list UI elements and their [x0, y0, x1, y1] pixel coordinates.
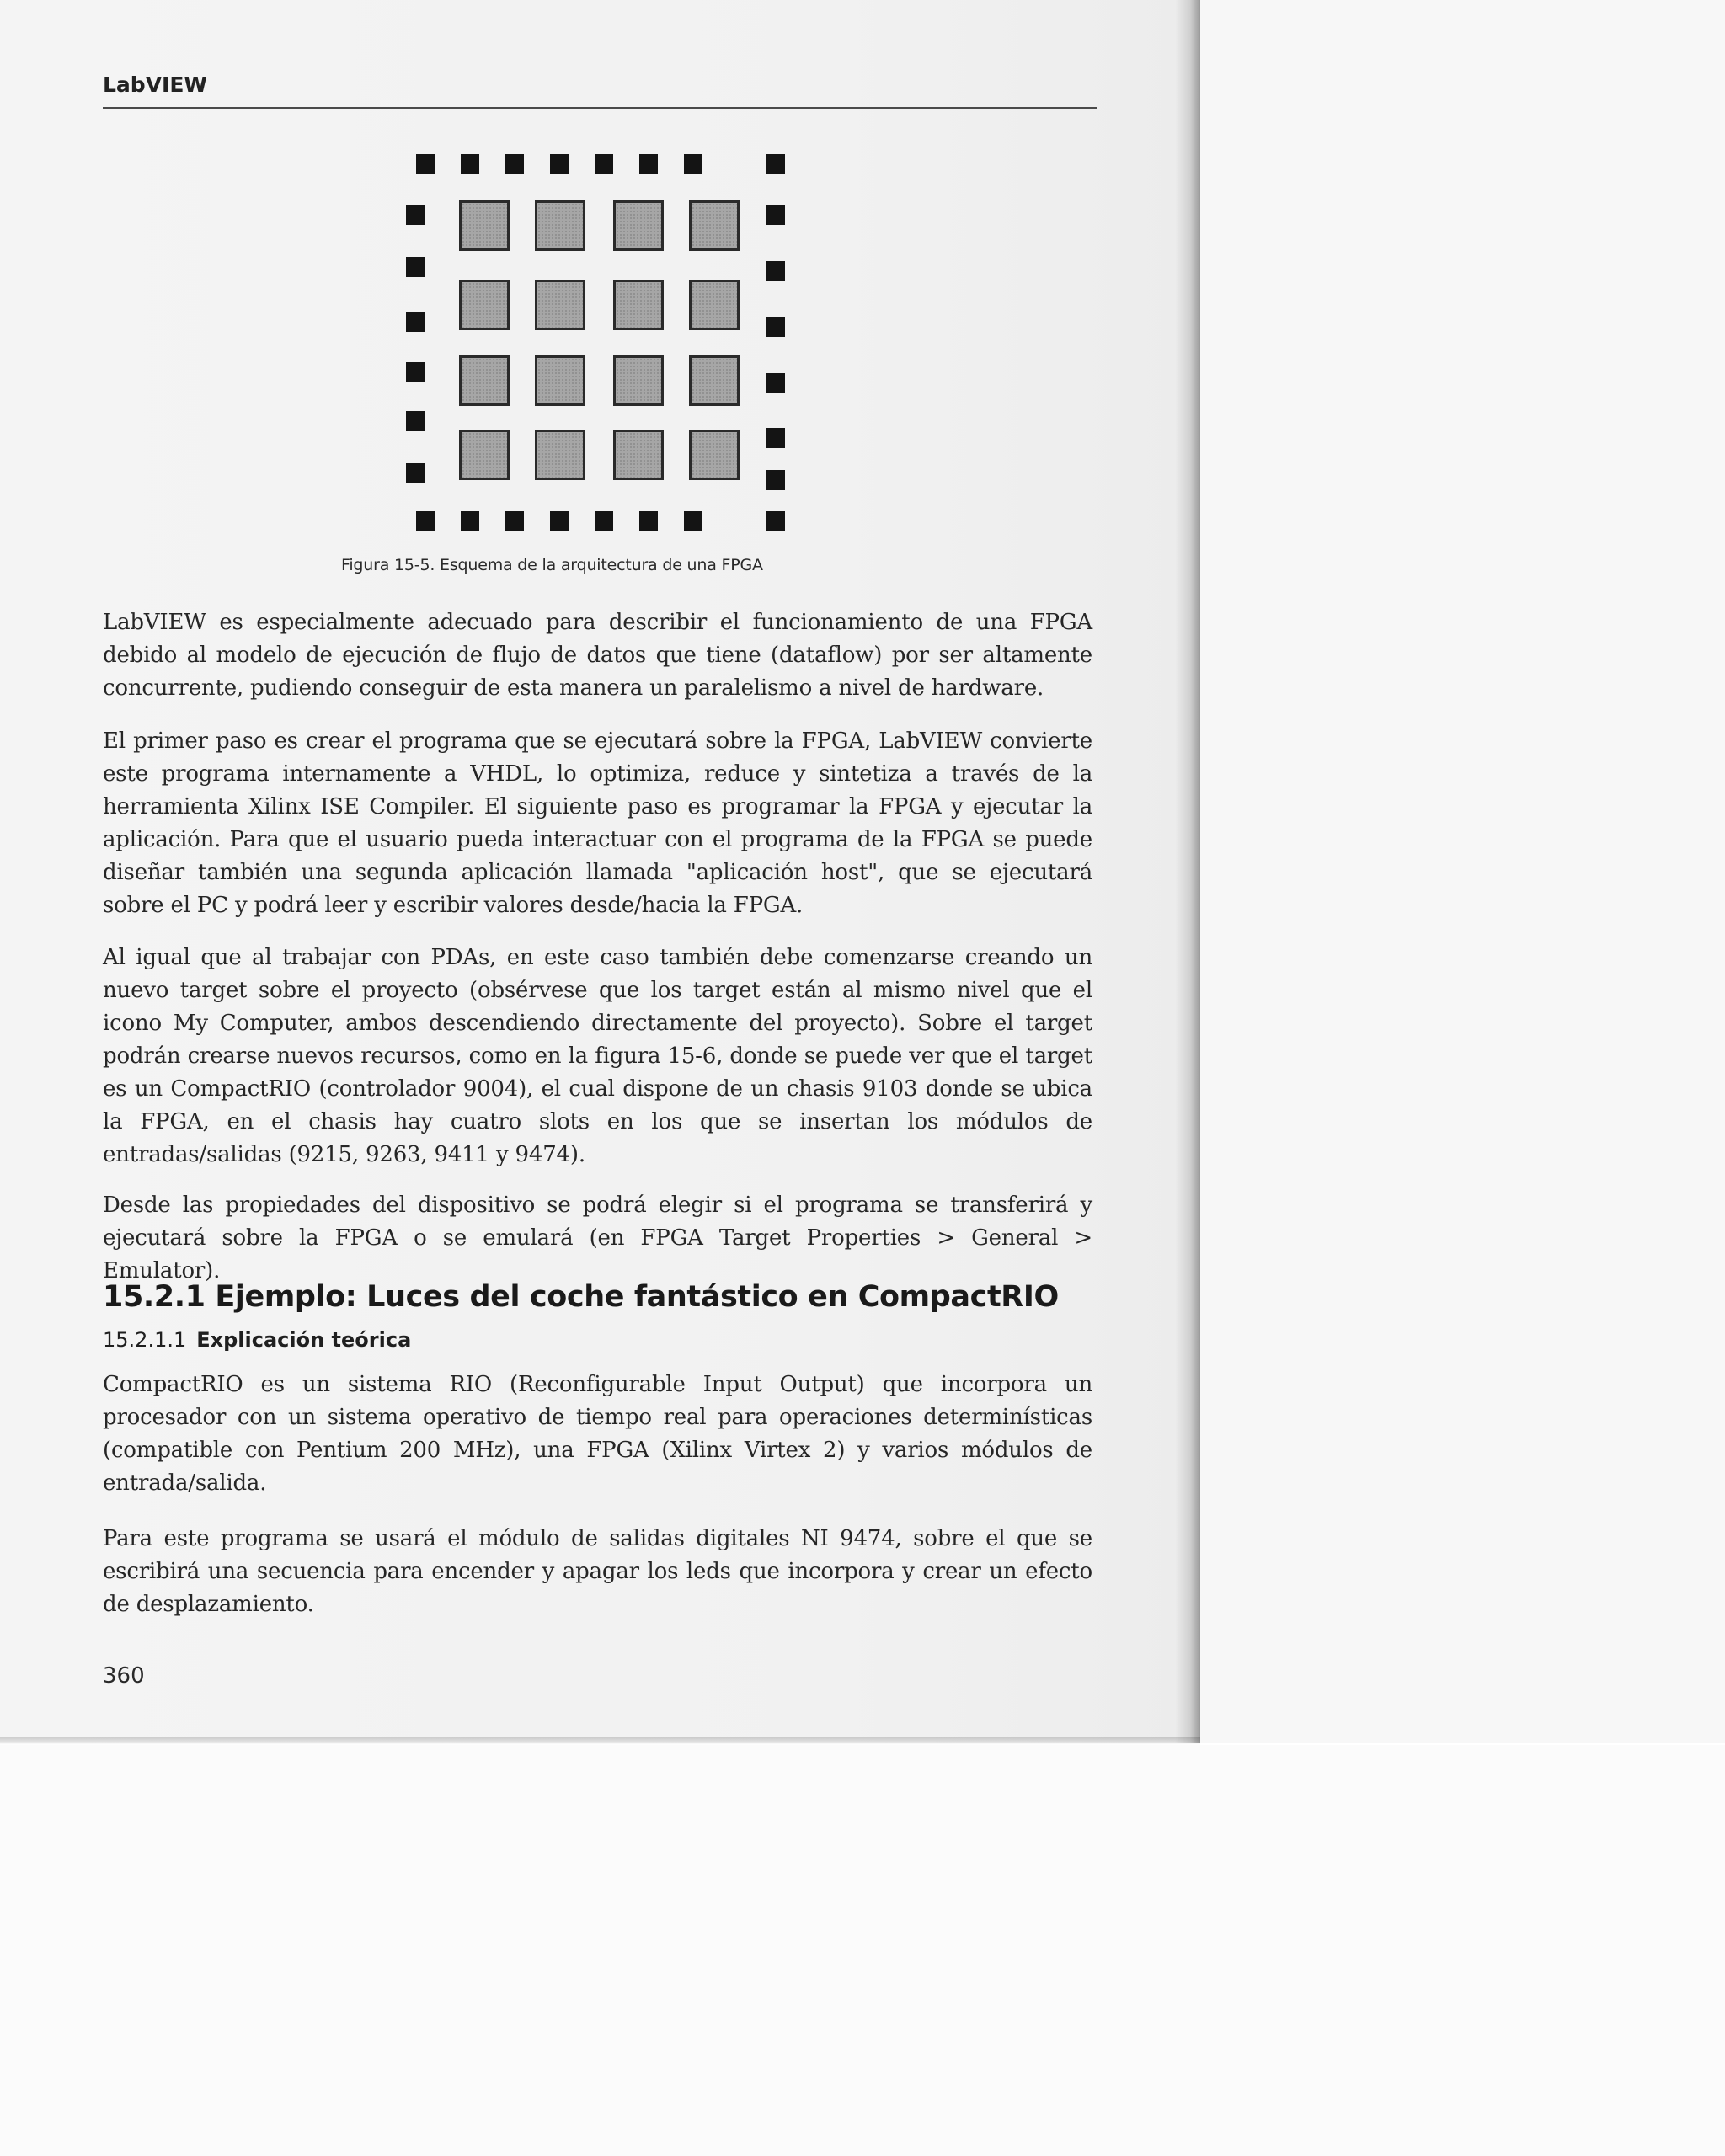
io-block [550, 154, 569, 174]
io-block [505, 154, 524, 174]
io-block [550, 511, 569, 531]
paragraph: Para este programa se usará el módulo de salidas digitales NI 9474, sobre el que se escribirá una secuencia para encender y apagar los leds que incorpora y crear un efecto de desplazamiento. [103, 1526, 1092, 1617]
io-block [406, 312, 425, 332]
logic-block [613, 200, 664, 251]
logic-block [535, 200, 585, 251]
io-block [461, 511, 479, 531]
io-block [406, 257, 425, 277]
io-block [416, 154, 435, 174]
io-block [595, 511, 613, 531]
io-block [684, 511, 702, 531]
subsection-heading [103, 1328, 411, 1352]
paragraph: CompactRIO es un sistema RIO (Reconfigurable Input Output) que incorpora un procesador con un sistema operativo de tiempo real para operaciones determinísticas (compatible con Pentium 200 MHz), una FPGA (Xilinx Virtex 2) y varios módulos de entrada/salida. [103, 1372, 1092, 1496]
io-block [505, 511, 524, 531]
logic-block [459, 200, 510, 251]
io-block [639, 511, 658, 531]
page-bottom-shadow [0, 1737, 1200, 1745]
logic-block [535, 430, 585, 480]
paragraph: LabVIEW es especialmente adecuado para describir el funcionamiento de una FPGA debido al modelo de ejecución de flujo de datos que tiene (dataflow) por ser altamente concurrente, pudiendo conseguir de esta manera un paralelismo a nivel de hardware. [103, 610, 1092, 701]
io-block [766, 205, 785, 225]
paragraph: Desde las propiedades del dispositivo se podrá elegir si el programa se transferirá y ejecutará sobre la FPGA o se emulará (en FPGA Target Properties > General > Emulator). [103, 1193, 1092, 1283]
io-block [766, 154, 785, 174]
logic-block [689, 200, 740, 251]
logic-block [459, 280, 510, 330]
running-title: LabVIEW [103, 72, 207, 97]
io-block [766, 261, 785, 281]
figure-caption: Figura 15-5. Esquema de la arquitectura de una FPGA [341, 556, 763, 574]
logic-block [689, 355, 740, 406]
io-block [406, 362, 425, 382]
page-background-margin [1200, 0, 1725, 1743]
io-block [416, 511, 435, 531]
io-block [766, 373, 785, 393]
background-area [0, 1745, 1725, 2156]
logic-block [613, 280, 664, 330]
io-block [639, 154, 658, 174]
io-block [461, 154, 479, 174]
page-edge-shadow [1175, 0, 1200, 1743]
logic-block [613, 355, 664, 406]
io-block [684, 154, 702, 174]
logic-block [613, 430, 664, 480]
io-block [406, 463, 425, 483]
logic-block [535, 355, 585, 406]
fpga-architecture-figure [396, 143, 800, 547]
section-heading: 15.2.1 Ejemplo: Luces del coche fantástico en CompactRIO [103, 1280, 1059, 1314]
paragraph: El primer paso es crear el programa que se ejecutará sobre la FPGA, LabVIEW convierte este programa internamente a VHDL, lo optimiza, reduce y sintetiza a través de la herramienta Xilinx ISE Compiler. El siguiente paso es programar la FPGA y ejecutar la aplicación. Para que el usuario pueda interactuar con el programa de la FPGA se puede diseñar también una segunda aplicación llamada "aplicación host", que se ejecutará sobre el PC y podrá leer y escribir valores desde/hacia la FPGA. [103, 728, 1092, 918]
paragraph: Al igual que al trabajar con PDAs, en este caso también debe comenzarse creando un nuevo target sobre el proyecto (obsérvese que los target están al mismo nivel que el icono My Computer, ambos descendiendo directamente del proyecto). Sobre el target podrán crearse nuevos recursos, como en la figura 15-6, donde se puede ver que el target es un CompactRIO (controlador 9004), el cual dispone de un chasis 9103 donde se ubica la FPGA, en el chasis hay cuatro slots en los que se insertan los módulos de entradas/salidas (9215, 9263, 9411 y 9474). [103, 945, 1092, 1167]
io-block [766, 428, 785, 448]
logic-block [689, 430, 740, 480]
subsection-number: 15.2.1.1 [103, 1328, 187, 1352]
io-block [766, 470, 785, 490]
io-block [406, 205, 425, 225]
logic-block [689, 280, 740, 330]
logic-block [459, 430, 510, 480]
subsection-title: Explicación teórica [196, 1328, 412, 1352]
io-block [406, 411, 425, 431]
logic-block [459, 355, 510, 406]
page-number: 360 [103, 1663, 145, 1689]
io-block [595, 154, 613, 174]
io-block [766, 317, 785, 337]
header-rule [103, 107, 1097, 109]
io-block [766, 511, 785, 531]
logic-block [535, 280, 585, 330]
